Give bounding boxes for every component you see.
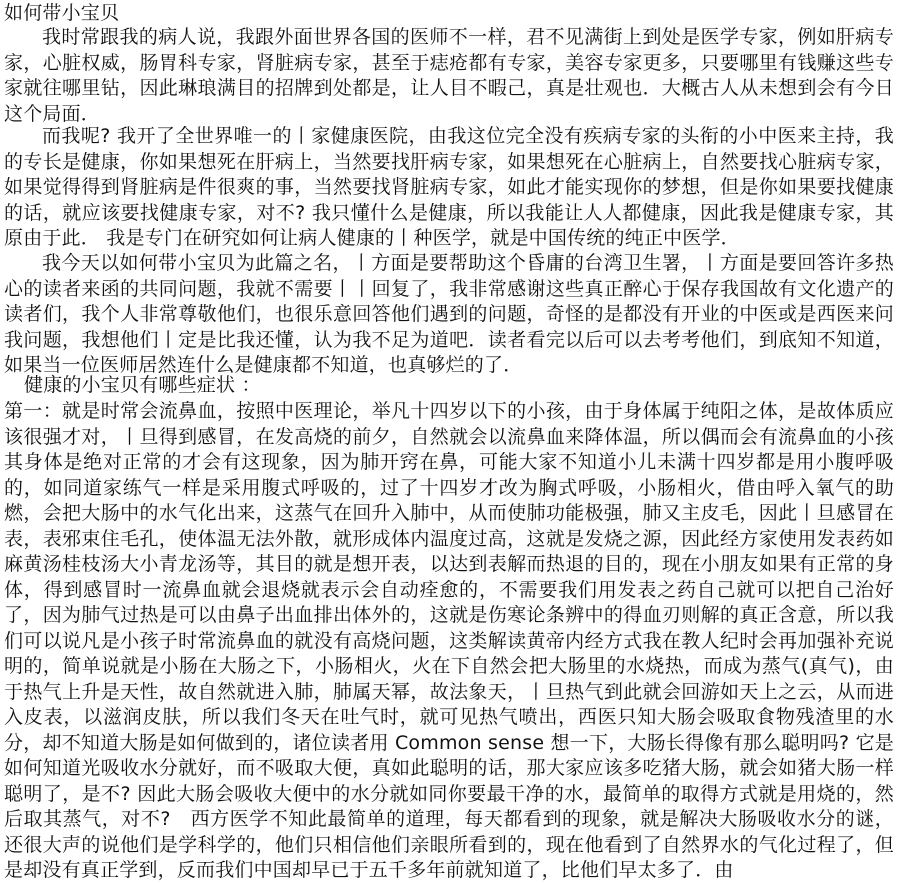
paragraph-first-symptom: 第一：就是时常会流鼻血，按照中医理论，举凡十四岁以下的小孩，由于身体属于纯阳之体，是故体质应该很强才对，丨旦得到感冒，在发高烧的前夕，自然就会以流鼻血来降体温，所以偶而会有流鼻血的小孩其身体是绝对正常的才会有这现象，因为肺开窍在鼻，可能大家不知道小儿未满十四岁都是用小腹呼吸的，如同道家练气一样是采用腹式呼吸的，过了十四岁才改为胸式呼吸，小肠相火，借由呼入氧气的助燃，会把大肠中的水气化出来，这蒸气在回升入肺中，从而使肺功能极强，肺又主皮毛，因此丨旦感冒在表，表邪束住毛孔，使体温无法外散，就形成体内温度过高，这就是发烧之源，因此经方家使用发表药如麻黄汤桂枝汤大小青龙汤等，其目的就是想开表，以达到表解而热退的目的，现在小朋友如果有正常的身体，得到感冒时一流鼻血就会退烧就表示会自动痊愈的，不需要我们用发表之药自己就可以把自己治好了，因为肺气过热是可以由鼻子出血排出体外的，这就是伤寒论条辨中的得血刃则解的真正含意，所以我们可以说凡是小孩子时常流鼻血的就没有高烧问题，这类解读黄帝内经方式我在教人纪时会再加强补充说明的，简单说就是小肠在大肠之下，小肠相火，火在下自然会把大肠里的水烧热，而成为蒸气(真气)，由于热气上升是天性，故自然就进入肺，肺属天幂，故法象天，丨旦热气到此就会回游如天上之云，从而进入皮表，以滋润皮肤，所以我们冬天在吐气时，就可见热气喷出，西医只知大肠会吸取食物残渣里的水分，却不知道大肠是如何做到的，诸位读者用 Common sense 想一下，大肠长得像有那么聪明吗? 它是如何知道光吸收水分就好，而不吸取大便，真如此聪明的话，那大家应该多吃猪大肠，就会如猪大肠一样聪明了，是不? 因此大肠会吸收大便中的水分就如同你要最干净的水，最简单的取得方式就是用烧的，然后取其蒸气，对不? 西方医学不知此最简单的道理，每天都看到的现象，就是解决大肠吸收水分的谜，还很大声的说他们是学科学的，他们只相信他们亲眼所看到的，现在他看到了自然界水的气化过程了，但是却没有真正学到，反而我们中国却早已于五千多年前就知道了，比他们早太多了．由 bbox=[4, 400, 894, 881]
document-title: 如何带小宝贝 bbox=[4, 2, 120, 24]
paragraph-health-clinic: 而我呢? 我开了全世界唯一的丨家健康医院，由我这位完全没有疾病专家的头衔的小中医来主持，我的专长是健康，你如果想死在肝病上，当然要找肝病专家，如果想死在心脏病上，自然要找心脏病专家，如果觉得得到肾脏病是件很爽的事，当然要找肾脏病专家，如此才能实现你的梦想，但是你如果要找健康的话，就应该要找健康专家，对不? 我只懂什么是健康，所以我能让人人都健康，因此我是健康专家，其原由于此． 我是专门在研究如何让病人健康的丨种医学，就是中国传统的纯正中医学． bbox=[4, 125, 894, 249]
paragraph-purpose: 我今天以如何带小宝贝为此篇之名，丨方面是要帮助这个昏庸的台湾卫生署，丨方面是要回答许多热心的读者来函的共同问题，我就不需要丨丨回复了，我非常感谢这些真正醉心于保存我国故有文化遗产的读者们，我个人非常尊敬他们，也很乐意回答他们遇到的问题，奇怪的是都没有开业的中医或是西医来问我问题，我想他们丨定是比我还懂，认为我不足为道吧．读者看完以后可以去考考他们，到底知不知道，如果当一位医师居然连什么是健康都不知道，也真够烂的了． bbox=[4, 252, 894, 376]
section-heading-symptoms: 健康的小宝贝有哪些症状 ： bbox=[24, 374, 261, 396]
paragraph-intro: 我时常跟我的病人说，我跟外面世界各国的医师不一样，君不见满街上到处是医学专家，例如肝病专家，心脏权威，肠胃科专家，肾脏病专家，甚至于痣疮都有专家，美容专家更多，只要哪里有钱赚这些专家就往哪里钻，因此琳琅满目的招牌到处都是，让人目不暇己，真是壮观也．大概古人从未想到会有今日这个局面． bbox=[4, 26, 894, 125]
